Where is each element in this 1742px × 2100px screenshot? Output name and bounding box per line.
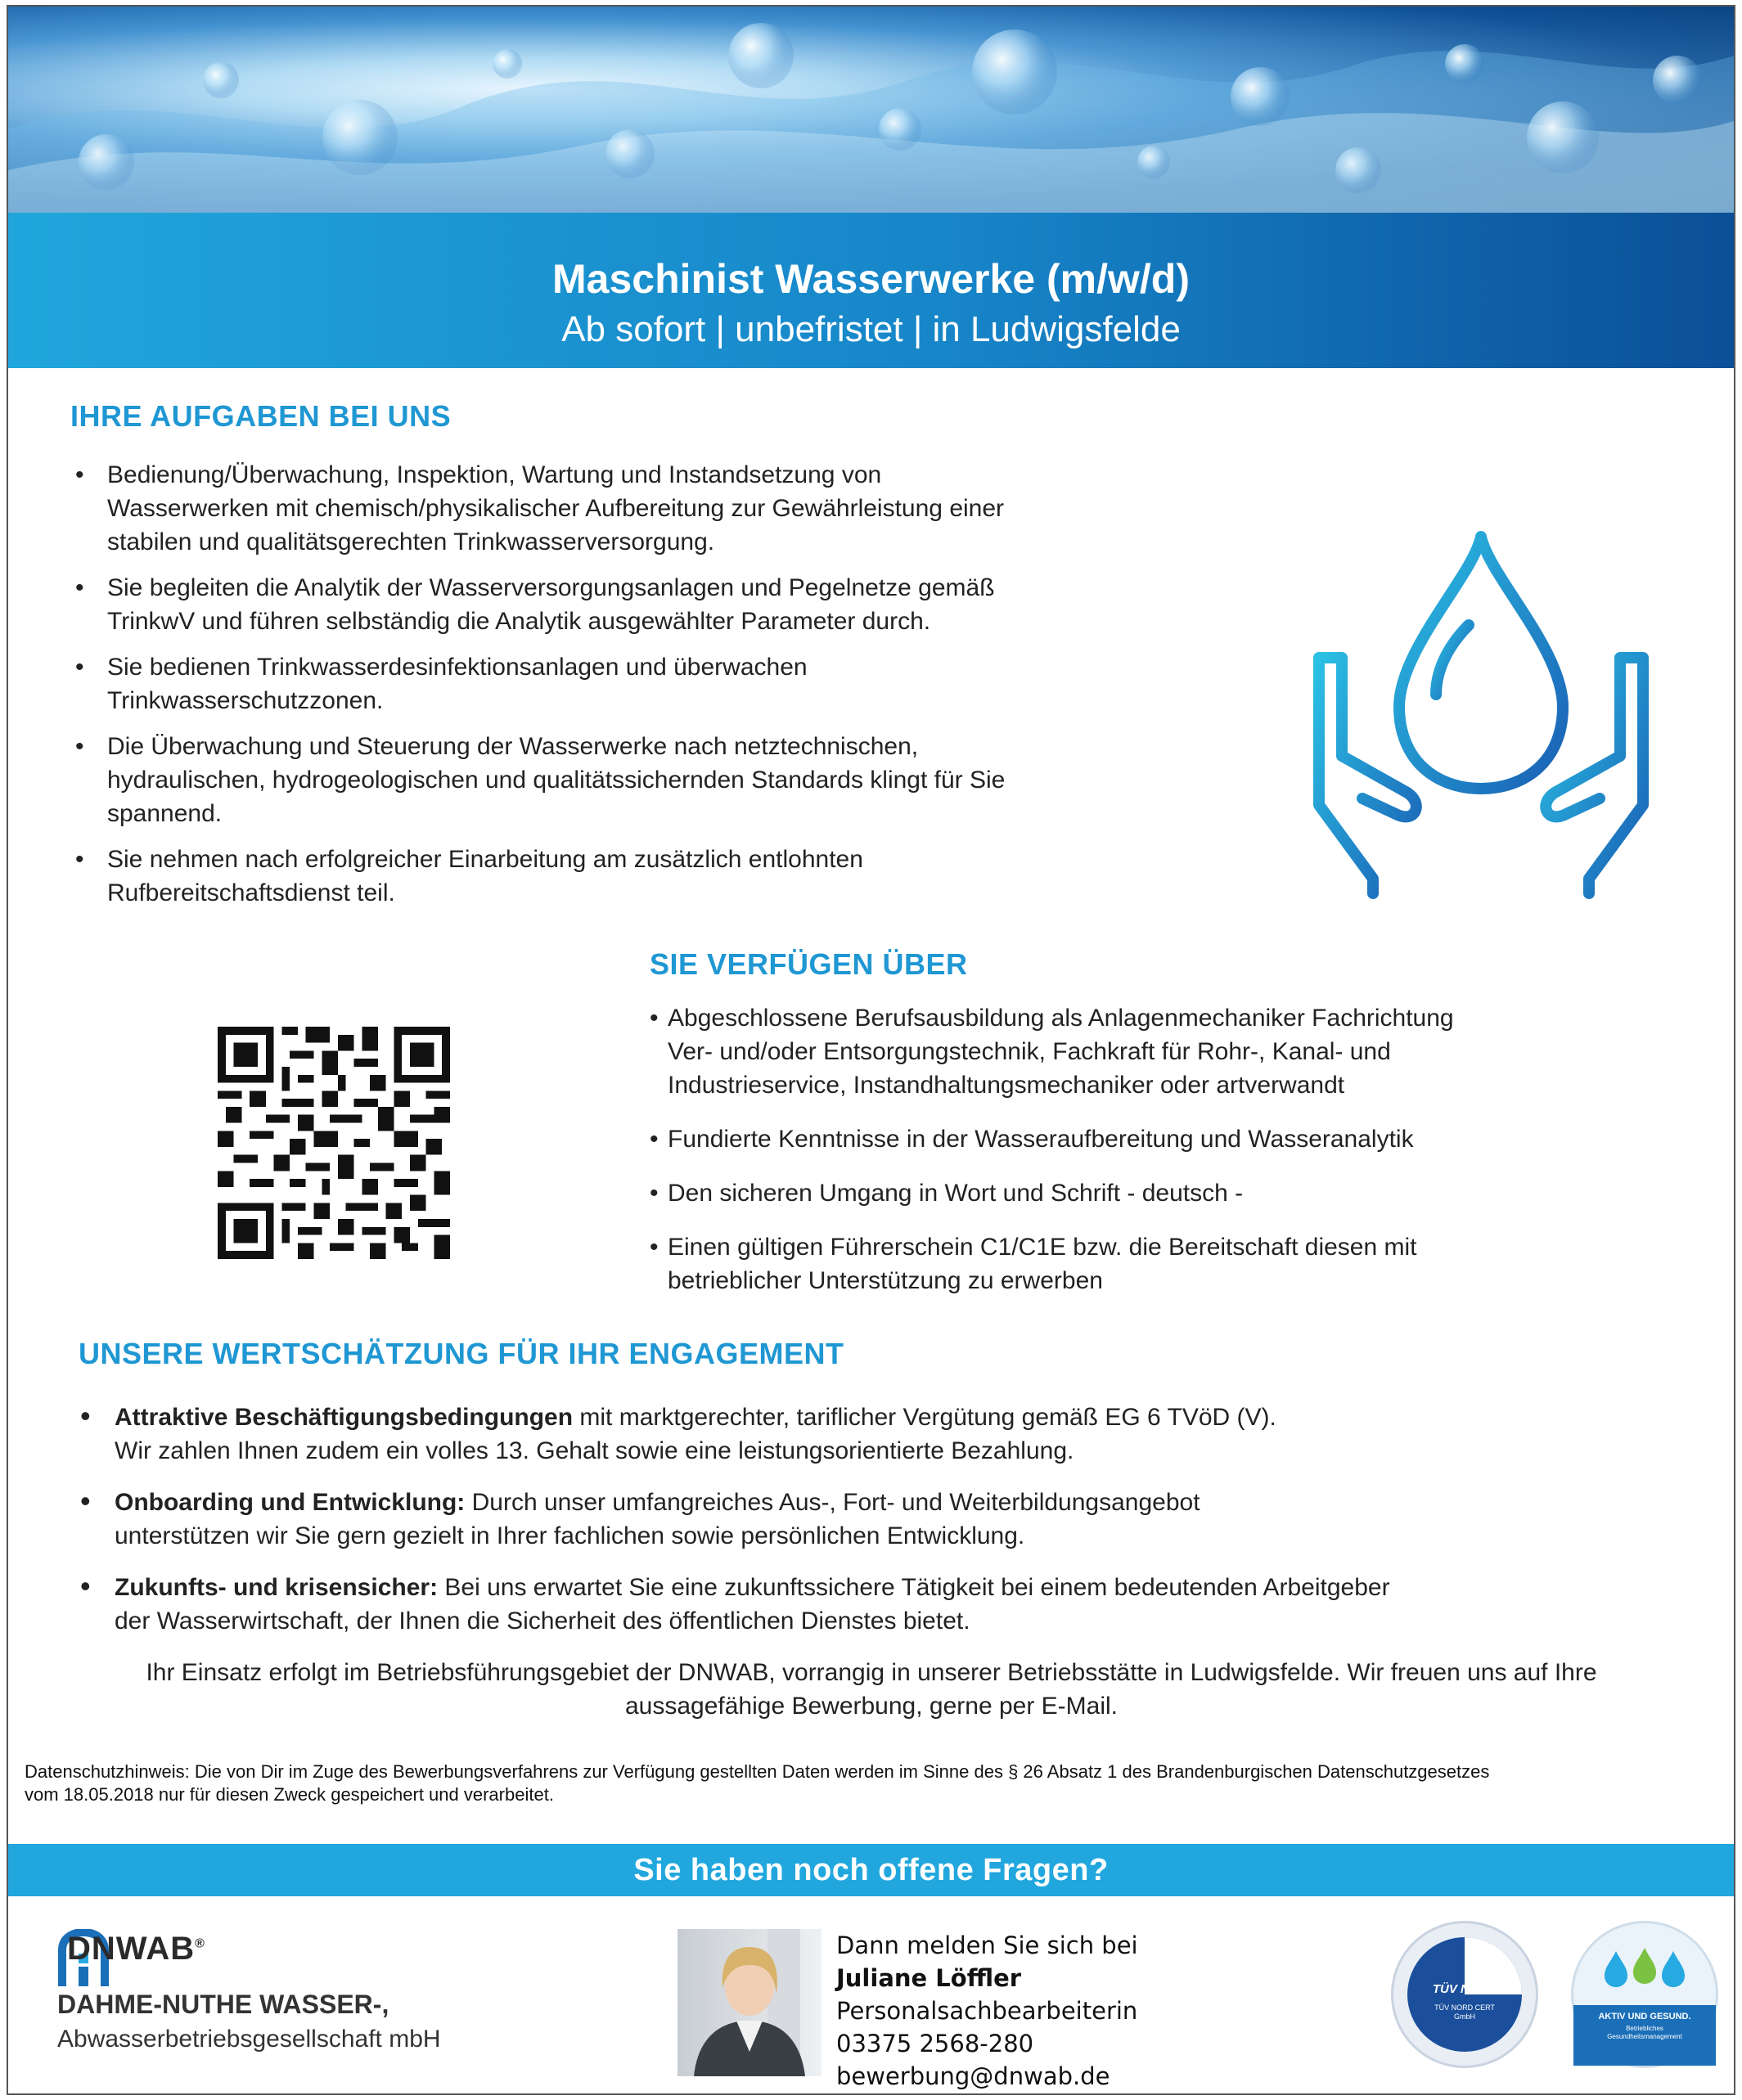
list-item: • Zukunfts- und krisensicher: Bei uns erwartet Sie eine zukunftssichere Tätigkeit bei einem bedeutenden Arbeitgeber der Wasserwirtschaft, der Ihnen die Sicherheit des öffentlichen Dienstes bietet. (75, 1571, 1712, 1638)
contact-intro: Dann melden Sie sich bei (836, 1931, 1138, 1959)
privacy-notice: Datenschutzhinweis: Die von Dir im Zuge des Bewerbungsverfahrens zur Verfügung gestellten Daten werden im Sinne des § 26 Absatz 1 des Brandenburgischen Datenschutzgesetzes vom 18.05.2018 nur für diesen Zweck gespeichert und verarbeitet. (25, 1761, 1490, 1805)
contact-role: Personalsachbearbeiterin (836, 1997, 1138, 2025)
contact-block (836, 1929, 1138, 2093)
job-subtitle: Ab sofort | unbefristet | in Ludwigsfelde (561, 309, 1181, 349)
wertschaetzung-heading: UNSERE WERTSCHÄTZUNG FÜR IHR ENGAGEMENT (79, 1337, 844, 1370)
list-item: • Abgeschlossene Berufsausbildung als Anlagenmechaniker Fachrichtung Ver- und/oder Entsorgungstechnik, Fachkraft für Rohr-, Kanal- und Industrieservice, Instandhaltungsmechaniker oder artverwandt (648, 1001, 1679, 1102)
health-sub: Betriebliches Gesundheitsmanagement (1607, 2025, 1682, 2040)
list-item: • Sie nehmen nach erfolgreicher Einarbeitung am zusätzlich entlohnten Rufbereitschaftsdienst teil. (70, 843, 1134, 910)
list-item: • Onboarding und Entwicklung: Durch unser umfangreiches Aus-, Fort- und Weiterbildungsangebot unterstützen wir Sie gern gezielt in Ihrer fachlichen sowie persönlichen Entwicklung. (75, 1486, 1712, 1553)
contact-photo (677, 1929, 821, 2076)
list-item: • Sie begleiten die Analytik der Wasserversorgungsanlagen und Pegelnetze gemäß TrinkwV und führen selbständig die Analytik ausgewählter Parameter durch. (70, 571, 1134, 638)
aufgaben-list (70, 458, 1134, 922)
wertschaetzung-list (75, 1401, 1712, 1656)
verfuegen-list (648, 1001, 1679, 1318)
qr-code (218, 1024, 450, 1261)
list-item: • Einen gültigen Führerschein C1/C1E bzw. die Bereitschaft diesen mit betrieblicher Unterstützung zu erwerben (648, 1230, 1679, 1297)
contact-name: Juliane Löffler (836, 1964, 1022, 1992)
title-band (8, 213, 1734, 368)
company-name: DNWAB® (67, 1931, 205, 1967)
list-item: • Fundierte Kenntnisse in der Wasseraufbereitung und Wasseranalytik (648, 1122, 1679, 1156)
hands-water-drop-icon (1301, 527, 1661, 907)
tuv-brand: TÜV NORD (1432, 1982, 1497, 1996)
contact-phone: 03375 2568-280 (836, 2030, 1034, 2057)
company-line2: Abwasserbetriebsgesellschaft mbH (57, 2026, 441, 2053)
list-item: • Sie bedienen Trinkwasserdesinfektionsanlagen und überwachen Trinkwasserschutzzonen. (70, 650, 1134, 717)
hero-water-image (8, 7, 1734, 213)
verfuegen-heading: SIE VERFÜGEN ÜBER (650, 947, 968, 981)
list-item: • Die Überwachung und Steuerung der Wasserwerke nach netztechnischen, hydraulischen, hydrogeologischen und qualitätssichernden Standards klingt für Sie spannend. (70, 730, 1134, 830)
list-item: • Attraktive Beschäftigungsbedingungen mit marktgerechter, tariflicher Vergütung gemäß EG 6 TVöD (V). Wir zahlen Ihnen zudem ein volles 13. Gehalt sowie eine leistungsorientierte Bezahlung. (75, 1401, 1712, 1468)
health-title: AKTIV UND GESUND. (1598, 2012, 1691, 2021)
job-title: Maschinist Wasserwerke (m/w/d) (552, 256, 1190, 302)
list-item: • Den sicheren Umgang in Wort und Schrift - deutsch - (648, 1176, 1679, 1210)
aufgaben-heading: IHRE AUFGABEN BEI UNS (70, 399, 452, 433)
questions-banner: Sie haben noch offene Fragen? (8, 1844, 1734, 1896)
tuv-text: TÜV NORD CERT GmbH (1434, 2003, 1495, 2021)
contact-email[interactable]: bewerbung@dnwab.de (836, 2062, 1110, 2090)
einsatz-paragraph: Ihr Einsatz erfolgt im Betriebsführungsgebiet der DNWAB, vorrangig in unserer Betriebsstätte in Ludwigsfelde. Wir freuen uns auf Ihre aussagefähige Bewerbung, gerne per E-Mail. (146, 1659, 1597, 1720)
job-ad-page (7, 5, 1735, 2095)
health-management-seal (1571, 1921, 1718, 2068)
water-splash-graphic (8, 7, 1734, 213)
list-item: • Bedienung/Überwachung, Inspektion, Wartung und Instandsetzung von Wasserwerken mit chemisch/physikalischer Aufbereitung zur Gewährleistung einer stabilen und qualitätsgerechten Trinkwasserversorgung. (70, 458, 1134, 559)
footer (8, 1896, 1734, 2095)
company-line1: DAHME-NUTHE WASSER-, (57, 1990, 389, 2019)
tuv-nord-seal (1391, 1921, 1538, 2068)
